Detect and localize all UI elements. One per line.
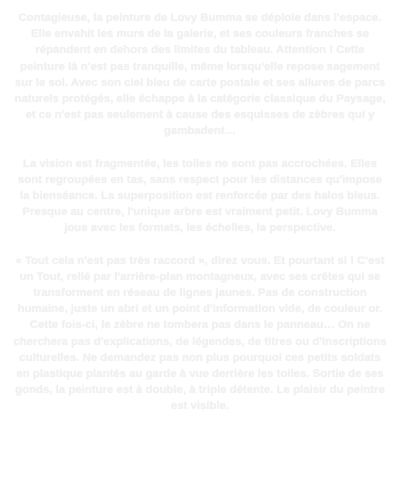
paragraph-vision: La vision est fragmentée, les toiles ne sont pas accrochées. Elles sont regroupées en tas, sans respect pour les distances qu'impose la bienséance. La superposition est renforcée par des halos bleus. Presque au centre, l'unique arbre est vraiment petit. Lovy Bumma joue avec les formats, les échelles, la perspective. <box>17 157 383 235</box>
paragraph-ensemble: « Tout cela n'est pas très raccord », direz vous. Et pourtant si ! C'est un Tout, relié par l'arrière-plan montagneux, avec ses crêtes qui se transforment en réseau de lignes jaunes. Pas de construction humaine, juste un abri et un point d'information vide, de couleur or. Cette fois-ci, le zèbre ne tombera pas dans le panneau… On ne cherchera pas d'explications, de légendes, de titres ou d'inscriptions culturelles. Ne demandez pas non plus pourquoi ces petits soldats en plastique plantés au garde à vue derrière les toiles. Sortie de ses gonds, la peinture est à double, à triple détente. Le plaisir du peintre est visible. <box>13 254 387 413</box>
paragraph-intro: Contagieuse, la peinture de Lovy Bumma se déploie dans l'espace. Elle envahit les murs de la galerie, et ses couleurs franches se répandent en dehors des limites du tableau. Attention ! Cette peinture là n'est pas tranquille, même lorsqu'elle repose sagement sur le sol. Avec son ciel bleu de carte postale et ses allures de parcs naturels protégés, elle échappe à la catégorie classique du Paysage, et ce n'est pas seulement à cause des esquisses de zèbres qui y gambadent… <box>14 12 386 138</box>
